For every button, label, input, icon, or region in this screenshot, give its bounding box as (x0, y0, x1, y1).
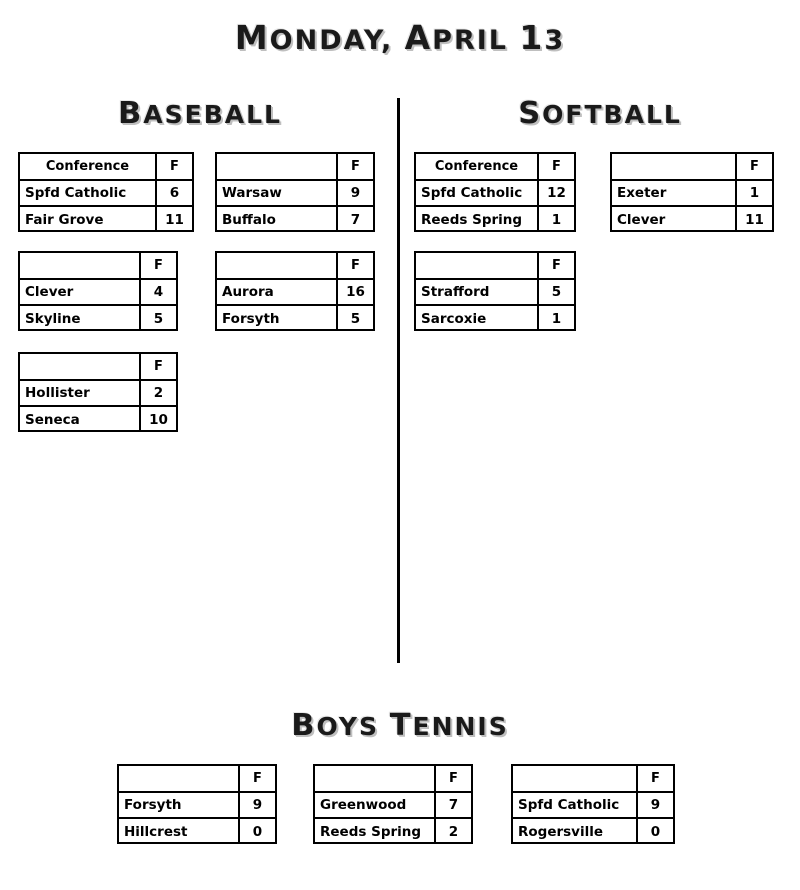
team-score: 1 (736, 180, 772, 206)
table-row (612, 180, 772, 206)
score-box-header-row (20, 154, 192, 180)
team-name: Reeds Spring (416, 206, 538, 232)
score-column-header: F (538, 253, 574, 279)
score-box-header-row (612, 154, 772, 180)
team-name: Warsaw (217, 180, 337, 206)
table-row (20, 180, 192, 206)
score-box-header-row (217, 253, 373, 279)
table-row (416, 206, 574, 232)
table-row (416, 305, 574, 331)
team-score: 11 (745, 211, 764, 228)
score-box (18, 152, 194, 232)
score-box (215, 251, 375, 331)
team-score: 11 (165, 211, 184, 228)
score-box-label (20, 253, 140, 279)
team-name: Aurora (217, 279, 337, 305)
table-row (315, 818, 471, 844)
table-row (217, 180, 373, 206)
team-name: Seneca (20, 406, 140, 432)
score-column-header: F (637, 766, 673, 792)
score-box (117, 764, 277, 844)
team-score: 5 (153, 310, 164, 327)
score-box (414, 152, 576, 232)
score-box-label (119, 766, 239, 792)
team-name: Spfd Catholic (513, 792, 637, 818)
page-title-text: MONDAY, APRIL 13 (234, 18, 566, 57)
score-box (313, 764, 473, 844)
team-name: Greenwood (315, 792, 435, 818)
score-column-header: F (140, 354, 176, 380)
score-box (18, 251, 178, 331)
team-score: 2 (448, 823, 459, 840)
section-title-boys-tennis: BOYS TENNIS (291, 708, 509, 743)
vertical-divider (397, 98, 400, 663)
team-score: 12 (538, 180, 574, 206)
baseball-heading-wrap (0, 96, 400, 131)
score-box-header-row (217, 154, 373, 180)
score-box-header-row (513, 766, 673, 792)
section-title-softball: SOFTBALL (518, 96, 682, 131)
table-row (217, 279, 373, 305)
score-column-header: F (239, 766, 275, 792)
score-box-label (20, 354, 140, 380)
team-name: Clever (20, 279, 140, 305)
table-row (119, 792, 275, 818)
team-score: 9 (239, 792, 275, 818)
team-name: Skyline (20, 305, 140, 331)
table-row (217, 206, 373, 232)
score-column-header: F (337, 253, 373, 279)
table-row (20, 406, 176, 432)
score-box (610, 152, 774, 232)
team-score: 6 (156, 180, 192, 206)
team-score: 0 (650, 823, 661, 840)
score-box-header-row (20, 354, 176, 380)
score-box-label (217, 253, 337, 279)
table-row (20, 279, 176, 305)
score-box-label: Conference (20, 154, 156, 180)
score-box-label (612, 154, 736, 180)
score-box (511, 764, 675, 844)
table-row (20, 380, 176, 406)
score-box (215, 152, 375, 232)
table-row (513, 792, 673, 818)
score-box-header-row (119, 766, 275, 792)
score-box (18, 352, 178, 432)
score-box-header-row (315, 766, 471, 792)
table-row (217, 305, 373, 331)
score-box (414, 251, 576, 331)
team-score: 7 (435, 792, 471, 818)
softball-heading-wrap (400, 96, 800, 131)
team-name: Spfd Catholic (20, 180, 156, 206)
page-title (0, 18, 800, 57)
score-box-label (217, 154, 337, 180)
team-name: Rogersville (513, 818, 637, 844)
team-name: Clever (612, 206, 736, 232)
team-name: Fair Grove (20, 206, 156, 232)
table-row (416, 180, 574, 206)
team-name: Exeter (612, 180, 736, 206)
team-name: Sarcoxie (416, 305, 538, 331)
team-name: Hillcrest (119, 818, 239, 844)
table-row (416, 279, 574, 305)
team-score: 5 (350, 310, 361, 327)
score-column-header: F (156, 154, 192, 180)
score-box-header-row (416, 154, 574, 180)
team-score: 5 (538, 279, 574, 305)
team-score: 1 (551, 310, 562, 327)
table-row (119, 818, 275, 844)
boys-tennis-heading-wrap (0, 708, 800, 743)
score-box-label (315, 766, 435, 792)
team-score: 16 (337, 279, 373, 305)
sport-heading-row (0, 96, 800, 131)
score-column-header: F (140, 253, 176, 279)
score-box-label (416, 253, 538, 279)
score-box-header-row (416, 253, 574, 279)
team-name: Strafford (416, 279, 538, 305)
team-score: 9 (337, 180, 373, 206)
team-name: Spfd Catholic (416, 180, 538, 206)
team-score: 10 (149, 411, 168, 428)
team-name: Forsyth (217, 305, 337, 331)
section-title-baseball: BASEBALL (118, 96, 282, 131)
table-row (20, 305, 176, 331)
team-name: Buffalo (217, 206, 337, 232)
team-name: Reeds Spring (315, 818, 435, 844)
score-box-label: Conference (416, 154, 538, 180)
score-column-header: F (435, 766, 471, 792)
team-score: 2 (140, 380, 176, 406)
score-column-header: F (736, 154, 772, 180)
score-column-header: F (538, 154, 574, 180)
team-score: 9 (637, 792, 673, 818)
table-row (315, 792, 471, 818)
team-score: 1 (551, 211, 562, 228)
team-name: Hollister (20, 380, 140, 406)
team-name: Forsyth (119, 792, 239, 818)
score-box-label (513, 766, 637, 792)
score-box-header-row (20, 253, 176, 279)
team-score: 7 (350, 211, 361, 228)
team-score: 4 (140, 279, 176, 305)
team-score: 0 (252, 823, 263, 840)
table-row (20, 206, 192, 232)
table-row (612, 206, 772, 232)
table-row (513, 818, 673, 844)
score-column-header: F (337, 154, 373, 180)
